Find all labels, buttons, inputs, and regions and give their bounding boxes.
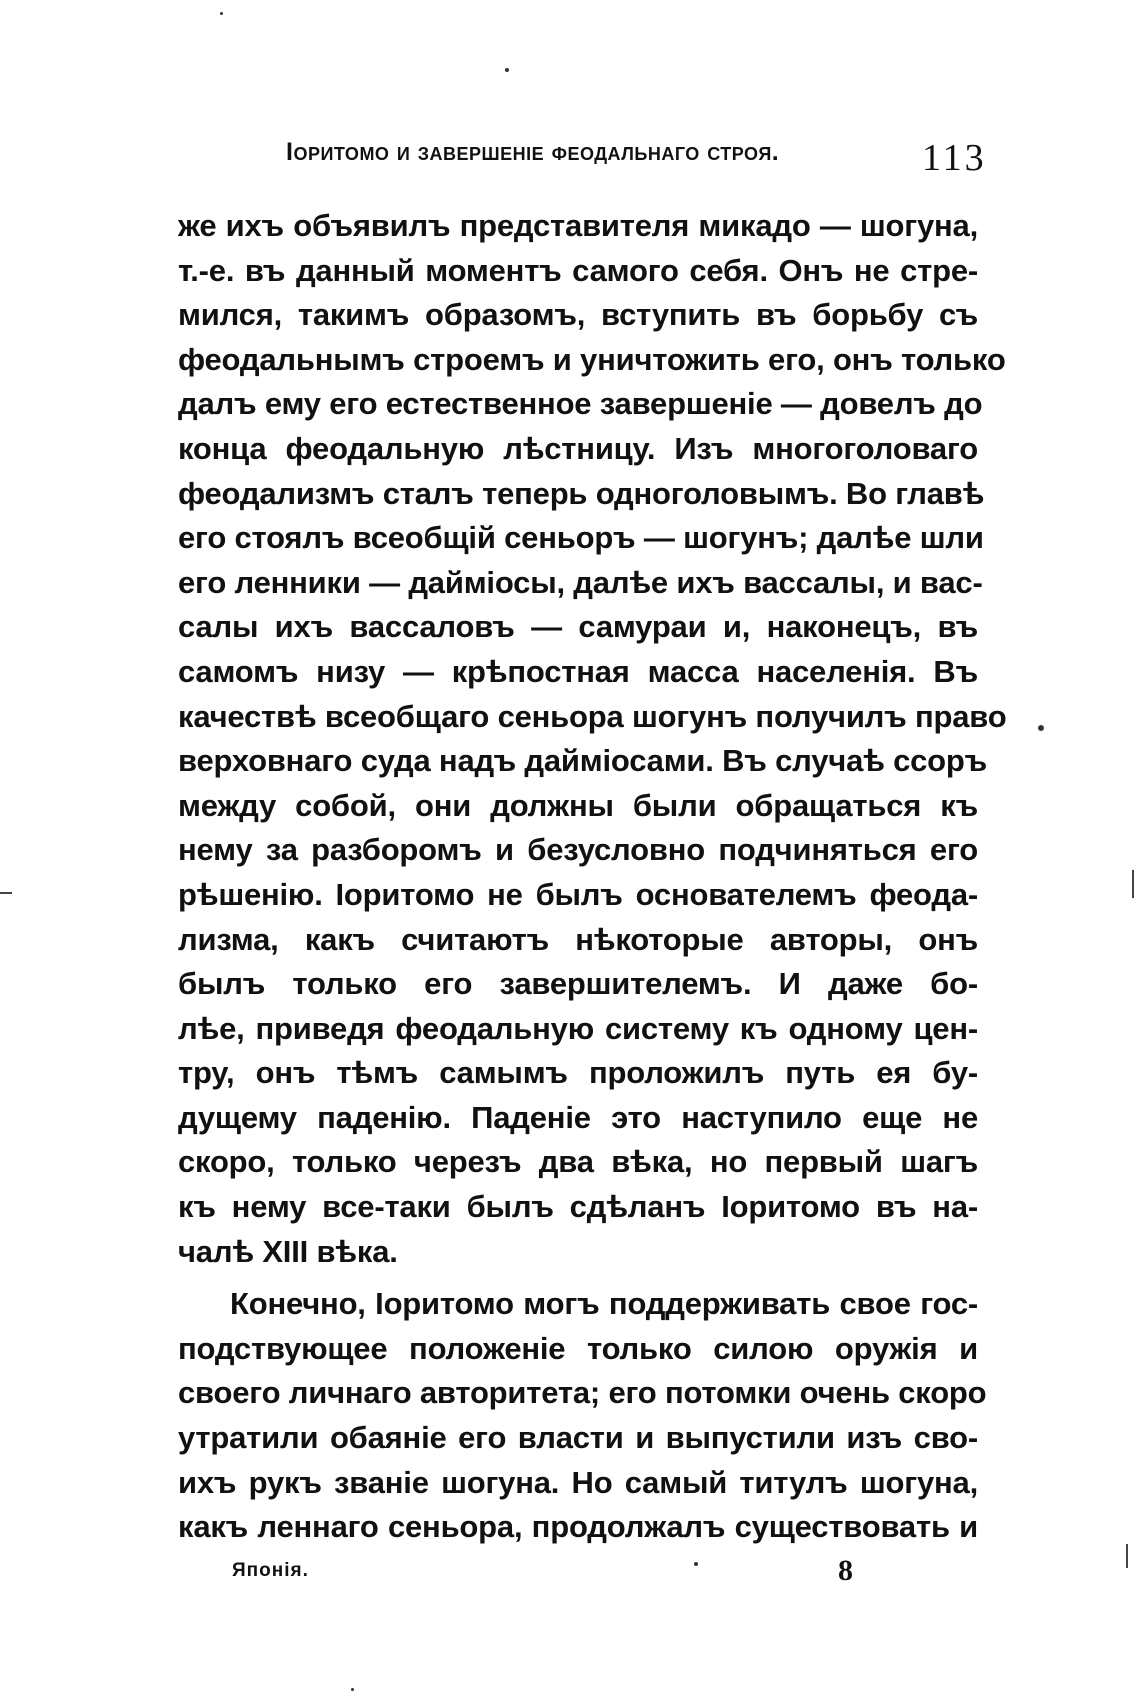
text-line: скоро, только черезъ два вѣка, но первый шагъ xyxy=(178,1144,978,1180)
text-line: дущему паденію. Паденіе это наступило еще не xyxy=(178,1099,978,1135)
text-line: подствующее положеніе только силою оружія и xyxy=(178,1330,978,1366)
running-head xyxy=(286,138,779,167)
scan-speck xyxy=(351,1688,354,1691)
text-line: ихъ рукъ званіе шогуна. Но самый титулъ шогуна, xyxy=(178,1464,978,1500)
paragraph-gap xyxy=(178,1274,978,1282)
text-line: т.-е. въ данный моментъ самого себя. Онъ не стре- xyxy=(178,252,978,288)
text-line: его стоялъ всеобщій сеньоръ — шогунъ; далѣе шли xyxy=(178,520,984,556)
page-number: 113 xyxy=(922,137,987,179)
text-line: же ихъ объявилъ представителя микадо — шогуна, xyxy=(178,208,978,243)
scan-speck xyxy=(694,1562,698,1566)
text-line: между собой, они должны были обращаться къ xyxy=(178,787,978,823)
margin-mark xyxy=(0,892,12,894)
paragraph xyxy=(178,204,1007,1274)
text-line: феодализмъ сталъ теперь одноголовымъ. Во главѣ xyxy=(178,475,985,511)
text-line: утратили обаяніе его власти и выпустили изъ сво- xyxy=(178,1420,978,1456)
text-line: лизма, какъ считаютъ нѣкоторые авторы, онъ xyxy=(178,921,978,957)
text-line: рѣшенію. Іоритомо не былъ основателемъ феода- xyxy=(178,876,978,912)
paragraph xyxy=(178,1282,987,1550)
signature-label: Японія. xyxy=(232,1560,309,1581)
text-line: феодальнымъ строемъ и уничтожить его, онъ только xyxy=(178,341,1006,377)
text-line: нему за разборомъ и безусловно подчиняться его xyxy=(178,832,978,868)
text-line: къ нему все-таки былъ сдѣланъ Іоритомо въ на- xyxy=(178,1189,978,1225)
signature-number: 8 xyxy=(838,1554,853,1587)
text-line: его ленники — даймiосы, далѣе ихъ вассалы, и вас- xyxy=(178,564,983,600)
margin-mark xyxy=(1126,1544,1128,1568)
text-line: своего личнаго авторитета; его потомки очень скоро xyxy=(178,1375,987,1411)
body-text xyxy=(178,204,1007,1550)
text-line: лѣе, приведя феодальную систему къ одному цен- xyxy=(178,1010,978,1046)
scan-speck xyxy=(1038,725,1044,731)
text-line: верховнаго суда надъ даймiосами. Въ случаѣ ссоръ xyxy=(178,743,988,779)
scan-speck xyxy=(505,68,509,72)
text-line: чалѣ XIII вѣка. xyxy=(178,1233,398,1269)
text-line: далъ ему его естественное завершеніе — довелъ до xyxy=(178,386,983,422)
text-line: самомъ низу — крѣпостная масса населенія. Въ xyxy=(178,653,978,689)
running-title: Іоритомо и завершеніе феодальнаго строя. xyxy=(286,138,780,166)
scan-speck xyxy=(220,12,223,15)
text-line: былъ только его завершителемъ. И даже бо- xyxy=(178,966,978,1002)
text-line: мился, такимъ образомъ, вступить въ борьбу съ xyxy=(178,297,978,333)
text-line: Конечно, Іоритомо могъ поддерживать свое гос- xyxy=(230,1286,978,1322)
text-line: какъ леннаго сеньора, продолжалъ существовать и xyxy=(178,1509,978,1545)
text-line: конца феодальную лѣстницу. Изъ многоголоваго xyxy=(178,430,978,466)
text-line: качествѣ всеобщаго сеньора шогунъ получилъ право xyxy=(178,698,1007,734)
margin-mark xyxy=(1132,870,1134,898)
text-line: тру, онъ тѣмъ самымъ проложилъ путь ея бу- xyxy=(178,1055,978,1091)
text-line: салы ихъ вассаловъ — самураи и, наконецъ, въ xyxy=(178,609,978,645)
